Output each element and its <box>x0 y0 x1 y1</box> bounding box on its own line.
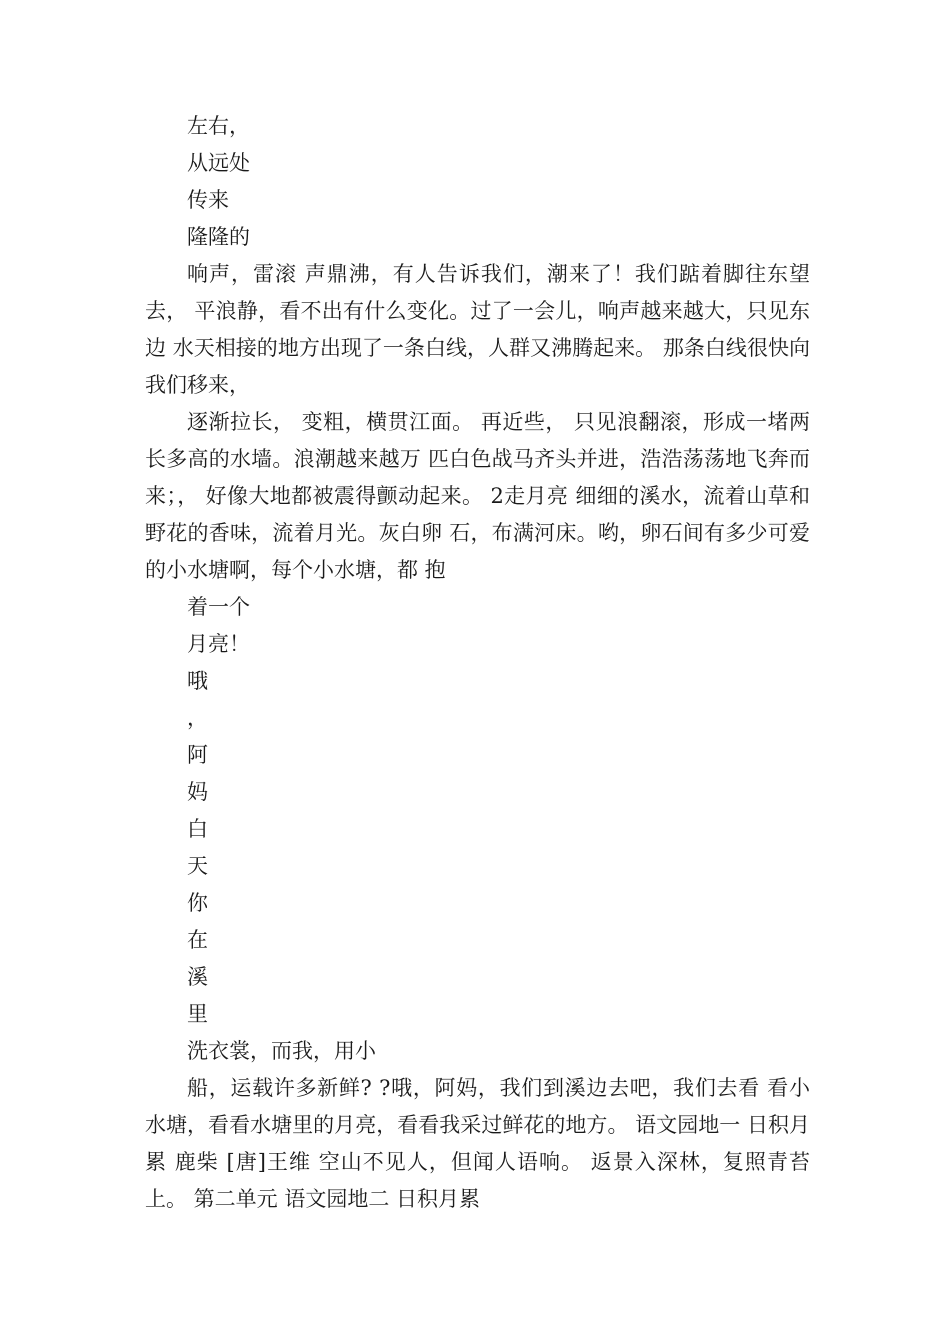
document-body <box>145 108 810 1218</box>
text-line: 隆隆的 <box>187 225 250 249</box>
text-line: 白 <box>187 817 208 841</box>
text-line: 左右， <box>187 114 250 138</box>
text-line: 哦 <box>187 669 208 693</box>
paragraph: 船，运载许多新鲜? ?哦，阿妈，我们到溪边去吧，我们去看 看小水塘，看看水塘里的月亮，看看我采过鲜花的地方。 语文园地一 日积月累 鹿柴 [唐]王维 空山不见人，但闻人语响。 返景入深林，复照青苔上。 第二单元 语文园地二 日积月累 <box>145 1076 810 1211</box>
text-line: ， <box>187 706 208 730</box>
text-line: 从远处 <box>187 151 250 175</box>
text-line: 天 <box>187 854 208 878</box>
text-line: 着一个 <box>187 595 250 619</box>
text-line: 溪 <box>187 965 208 989</box>
paragraph: 响声，雷滚 声鼎沸，有人告诉我们，潮来了！我们踮着脚往东望去， 平浪静，看不出有什么变化。过了一会儿，响声越来越大，只见东边 水天相接的地方出现了一条白线，人群又沸腾起来。 那条白线很快向我们移来， <box>145 262 810 397</box>
text-line: 你 <box>187 891 208 915</box>
text-line: 阿 <box>187 743 208 767</box>
text-line: 妈 <box>187 780 208 804</box>
text-line: 传来 <box>187 188 229 212</box>
text-line: 洗衣裳，而我，用小 <box>187 1039 376 1063</box>
text-line: 里 <box>187 1002 208 1026</box>
text-line: 在 <box>187 928 208 952</box>
paragraph: 逐渐拉长， 变粗，横贯江面。 再近些， 只见浪翻滚，形成一堵两长多高的水墙。浪潮越来越万 匹白色战马齐头并进，浩浩荡荡地飞奔而来；， 好像大地都被震得颤动起来。 2走月亮 细细的溪水，流着山草和野花的香味，流着月光。灰白卵 石，布满河床。哟，卵石间有多少可爱的小水塘啊，每个小水塘，都 抱 <box>145 410 810 582</box>
text-line: 月亮！ <box>187 632 250 656</box>
